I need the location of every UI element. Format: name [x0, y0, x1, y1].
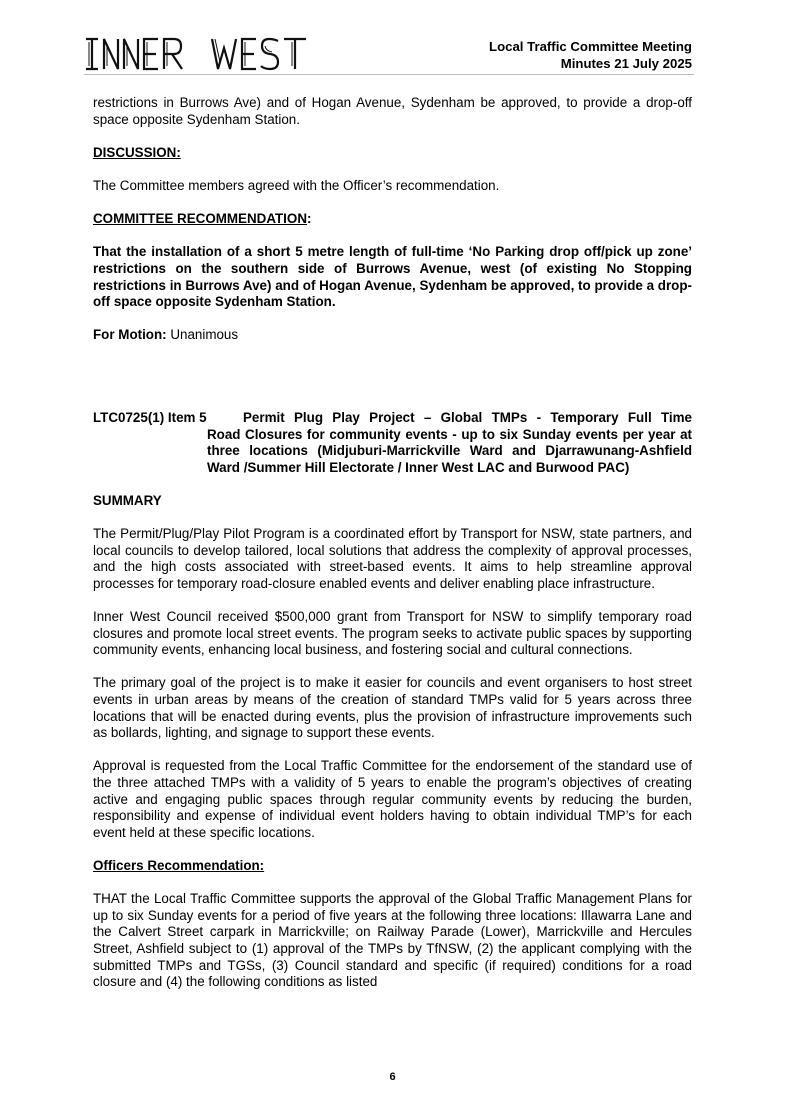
discussion-heading: DISCUSSION:: [93, 144, 181, 160]
continuation-paragraph: restrictions in Burrows Ave) and of Hogan Avenue, Sydenham be approved, to provide a drop-off space opposite Sydenham Station.: [93, 95, 692, 127]
inner-west-logo: [84, 36, 340, 72]
summary-paragraph: Approval is requested from the Local Traffic Committee for the endorsement of the standard use of the three attached TMPs with a validity of 5 years to enable the program’s objectives of creating active and engaging public spaces through regular community events by reducing the burden, responsibility and expense of individual event holders having to obtain individual TMP’s for each event held at these specific locations.: [93, 758, 692, 840]
meeting-title: Local Traffic Committee Meeting: [489, 39, 692, 54]
summary-paragraph: The primary goal of the project is to make it easier for councils and event organisers to host street events in urban areas by means of the creation of standard TMPs valid for 5 years across three locations that will be enacted during events, plus the provision of infrastructure improvements such as bollards, lighting, and signage to support these events.: [93, 675, 692, 741]
motion-value: Unanimous: [166, 327, 239, 343]
officers-recommendation-text: THAT the Local Traffic Committee supports the approval of the Global Traffic Management Plans for up to six Sunday events for a period of five years at the following three locations: Illawarra Lane and the Calvert Street carpark in Marrickville; on Railway Parade (Lower), Marrickville and Hercules Street, Ashfield subject to (1) approval of the TMPs by TfNSW, (2) the applicant complying with the submitted TMPs and TGSs, (3) Council standard and specific (if required) conditions for a road closure and (4) the following conditions as listed: [93, 891, 692, 990]
motion-label: For Motion:: [93, 327, 167, 343]
officers-recommendation-heading: Officers Recommendation:: [93, 857, 265, 873]
committee-recommendation-text: That the installation of a short 5 metre length of full-time ‘No Parking drop off/pick up zone’ restrictions on the southern side of Burrows Avenue, west (of existing No Stopping restrictions in Burrows Ave) and of Hogan Avenue, Sydenham be approved, to provide a drop-off space opposite Sydenham Station.: [93, 244, 692, 310]
item-code: LTC0725(1) Item 5: [93, 409, 207, 425]
minutes-body: restrictions in Burrows Ave) and of Hogan Avenue, Sydenham be approved, to provide a drop-off space opposite Sydenham Station. DISCUSSION: The Committee members agreed with the Officer’s recommendation. COMMITTEE RECOMMENDATION: That the installation of a short 5 metre length of full-time ‘No Parking drop off/pick up zone’ restrictions on the southern side of Burrows Avenue, west (of existing No Stopping restrictions in Burrows Ave) and of Hogan Avenue, Sydenham be approved, to provide a drop-off space opposite Sydenham Station. For Motion: Unanimous LTC0725(1) Item 5 Permit Plug Play Project – Global TMPs - Temporary Full Time Road Closures for community events - up to six Sunday events per year at three locations (Midjuburi-Marrickville Ward and Djarrawunang-Ashfield Ward /Summer Hill Electorate / Inner West LAC and Burwood PAC) SUMMARY The Permit/Plug/Play Pilot Program is a coordinated effort by Transport for NSW, state partners, and local councils to develop tailored, local solutions that address the complexity of approval processes, and the high costs associated with street-based events. It aims to help streamline approval processes for temporary road-closure enabled events and deliver enabling place infrastructure. Inner West Council received $500,000 grant from Transport for NSW to simplify temporary road closures and promote local street events. The program seeks to activate public spaces by supporting community events, enhancing local business, and fostering social and cultural connections. The primary goal of the project is to make it easier for councils and event organisers to host street events in urban areas by means of the creation of standard TMPs valid for 5 years across three locations that will be enacted during events, plus the provision of infrastructure improvements such as bollards, lighting, and signage to support these events. Approval is requested from the Local Traffic Committee for the endorsement of the standard use of the three attached TMPs with a validity of 5 years to enable the program’s objectives of creating active and engaging public spaces through regular community events by reducing the burden, responsibility and expense of individual event holders having to obtain individual TMP’s for each event held at these specific locations. Officers Recommendation: THAT the Local Traffic Committee supports the approval of the Global Traffic Management Plans for up to six Sunday events for a period of five years at the following three locations: Illawarra Lane and the Calvert Street carpark in Marrickville; on Railway Parade (Lower), Marrickville and Hercules Street, Ashfield subject to (1) approval of the TMPs by TfNSW, (2) the applicant complying with the submitted TMPs and TGSs, (3) Council standard and specific (if required) conditions for a road closure and (4) the following conditions as listed: [93, 95, 692, 990]
item-title: Permit Plug Play Project – Global TMPs - Temporary Full Time: [243, 409, 692, 425]
header-divider: [84, 74, 694, 75]
summary-paragraph: The Permit/Plug/Play Pilot Program is a coordinated effort by Transport for NSW, state partners, and local councils to develop tailored, local solutions that address the complexity of approval processes, and the high costs associated with street-based events. It aims to help streamline approval processes for temporary road-closure enabled events and deliver enabling place infrastructure.: [93, 526, 692, 591]
summary-paragraph: Inner West Council received $500,000 grant from Transport for NSW to simplify temporary road closures and promote local street events. The program seeks to activate public spaces by supporting community events, enhancing local business, and fostering social and cultural connections.: [93, 609, 692, 658]
meeting-date: Minutes 21 July 2025: [560, 56, 692, 71]
page-number: 6: [389, 1071, 396, 1083]
page-header: [489, 38, 692, 72]
committee-recommendation-heading: COMMITTEE RECOMMENDATION: [93, 211, 307, 227]
summary-heading: SUMMARY: [93, 492, 162, 508]
agenda-item: [93, 410, 692, 427]
discussion-text: The Committee members agreed with the Officer’s recommendation.: [93, 177, 500, 193]
item-title-continued: Road Closures for community events - up to six Sunday events per year at three locations (Midjuburi-Marrickville Ward and Djarrawunang-Ashfield Ward /Summer Hill Electorate / Inner West LAC and Burwood PAC): [207, 426, 692, 475]
